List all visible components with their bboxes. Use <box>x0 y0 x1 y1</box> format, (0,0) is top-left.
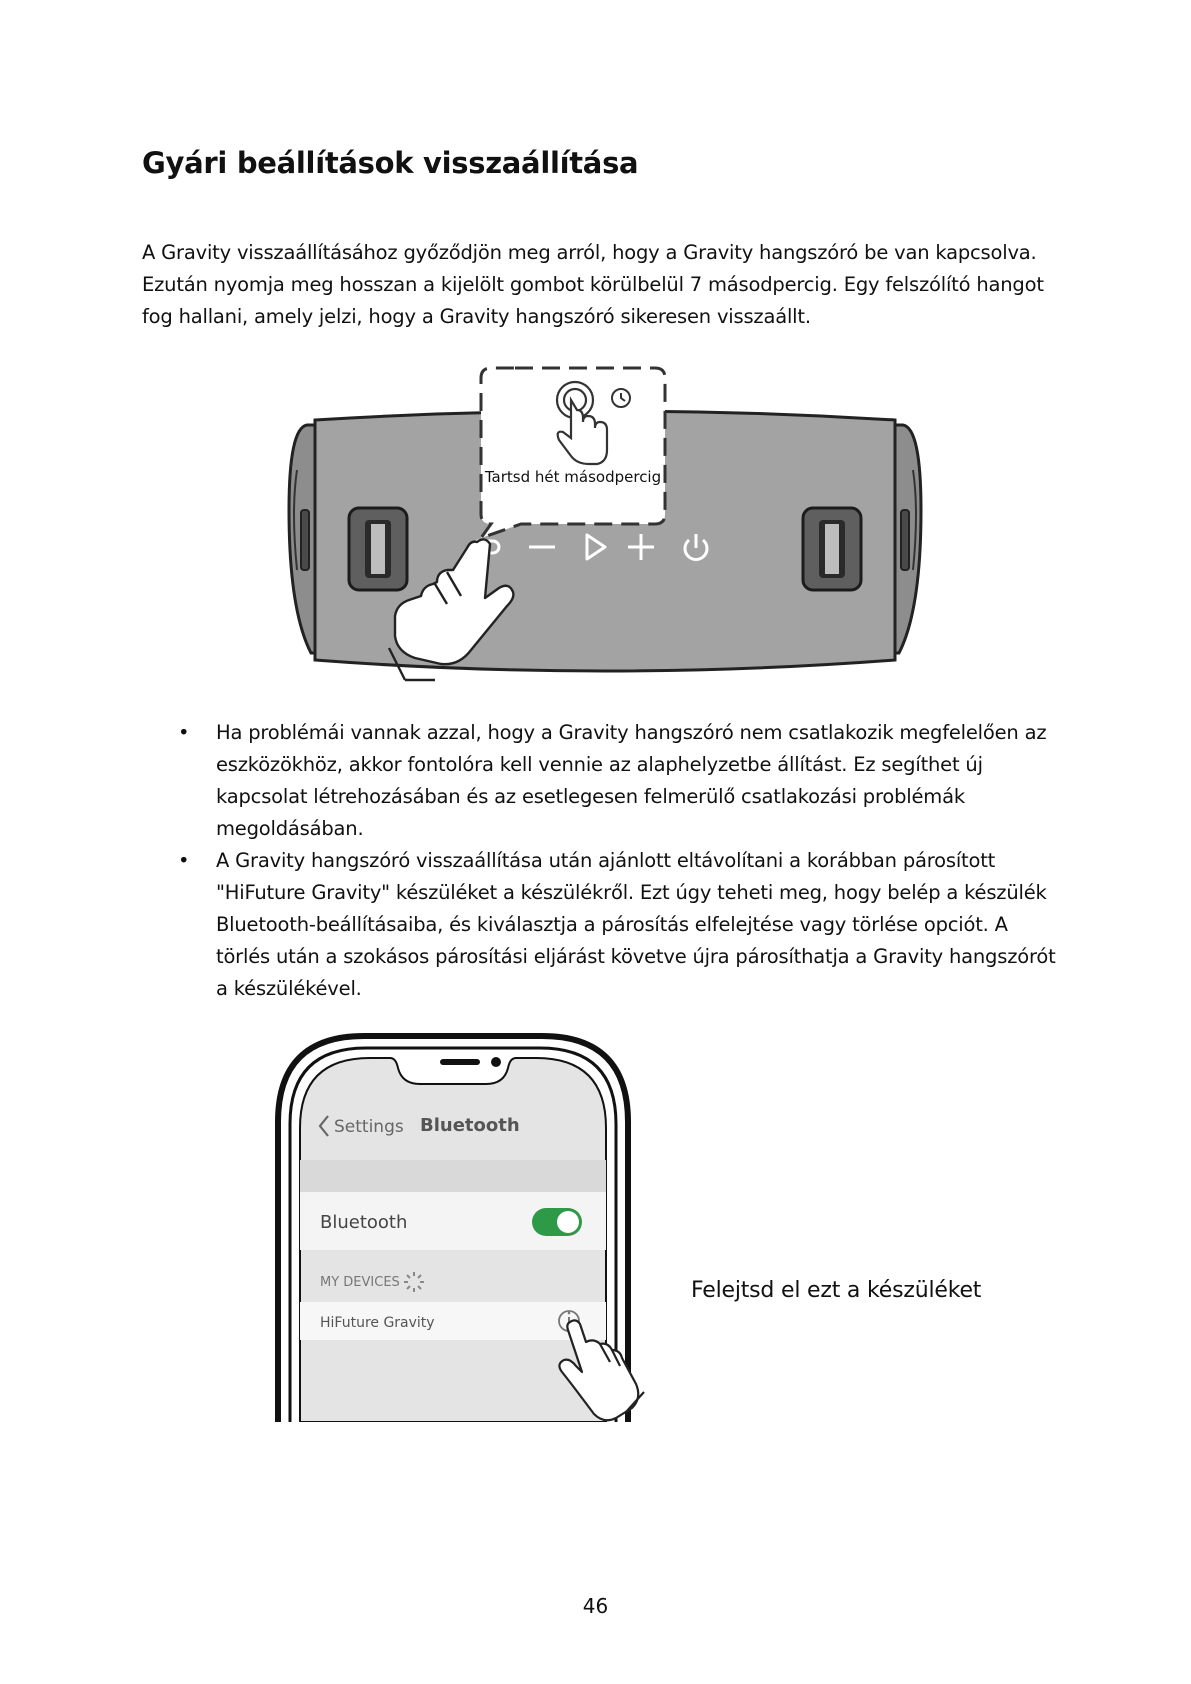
bluetooth-label: Bluetooth <box>320 1212 408 1233</box>
device-name: HiFuture Gravity <box>320 1315 435 1331</box>
list-item: • Ha problémái vannak azzal, hogy a Gravity hangszóró nem csatlakozik megfelelően az eszközökhöz, akkor fontolóra kell vennie az alaphelyzetbe állítást. Ez segíthet új kapcsolat létrehozásában és az esetlegesen felmerülő csatlakozási problémák megoldásában. <box>142 717 1062 845</box>
callout-text: Tartsd hét másodpercig <box>484 468 662 486</box>
screen-title: Bluetooth <box>420 1115 520 1136</box>
front-camera <box>491 1057 501 1067</box>
speaker-slot <box>440 1059 480 1065</box>
speaker-illustration <box>285 360 925 690</box>
back-button[interactable]: Settings <box>334 1117 404 1137</box>
phone-illustration <box>270 1032 680 1422</box>
page-title: Gyári beállítások visszaállítása <box>142 146 639 180</box>
bullet-list <box>142 717 1062 1005</box>
intro-paragraph: A Gravity visszaállításához győződjön meg arról, hogy a Gravity hangszóró be van kapcsolva. Ezután nyomja meg hosszan a kijelölt gombot körülbelül 7 másodpercig. Egy felszólító hangot fog hallani, amely jelzi, hogy a Gravity hangszóró sikeresen visszaállt. <box>142 241 1044 328</box>
page-number: 46 <box>582 1594 609 1618</box>
list-item: • A Gravity hangszóró visszaállítása után ajánlott eltávolítani a korábban párosított "HiFuture Gravity" készüléket a készülékről. Ezt úgy teheti meg, hogy belép a készülék Bluetooth-beállításaiba, és kiválasztja a párosítás elfelejtése vagy törlése opciót. A törlés után a szokásos párosítási eljárást követve újra párosíthatja a Gravity hangszórót a készülékével. <box>142 845 1062 1005</box>
my-devices-header: MY DEVICES <box>320 1275 400 1290</box>
forget-device-label: Felejtsd el ezt a készüléket <box>691 1278 982 1303</box>
bluetooth-toggle[interactable] <box>532 1208 582 1236</box>
